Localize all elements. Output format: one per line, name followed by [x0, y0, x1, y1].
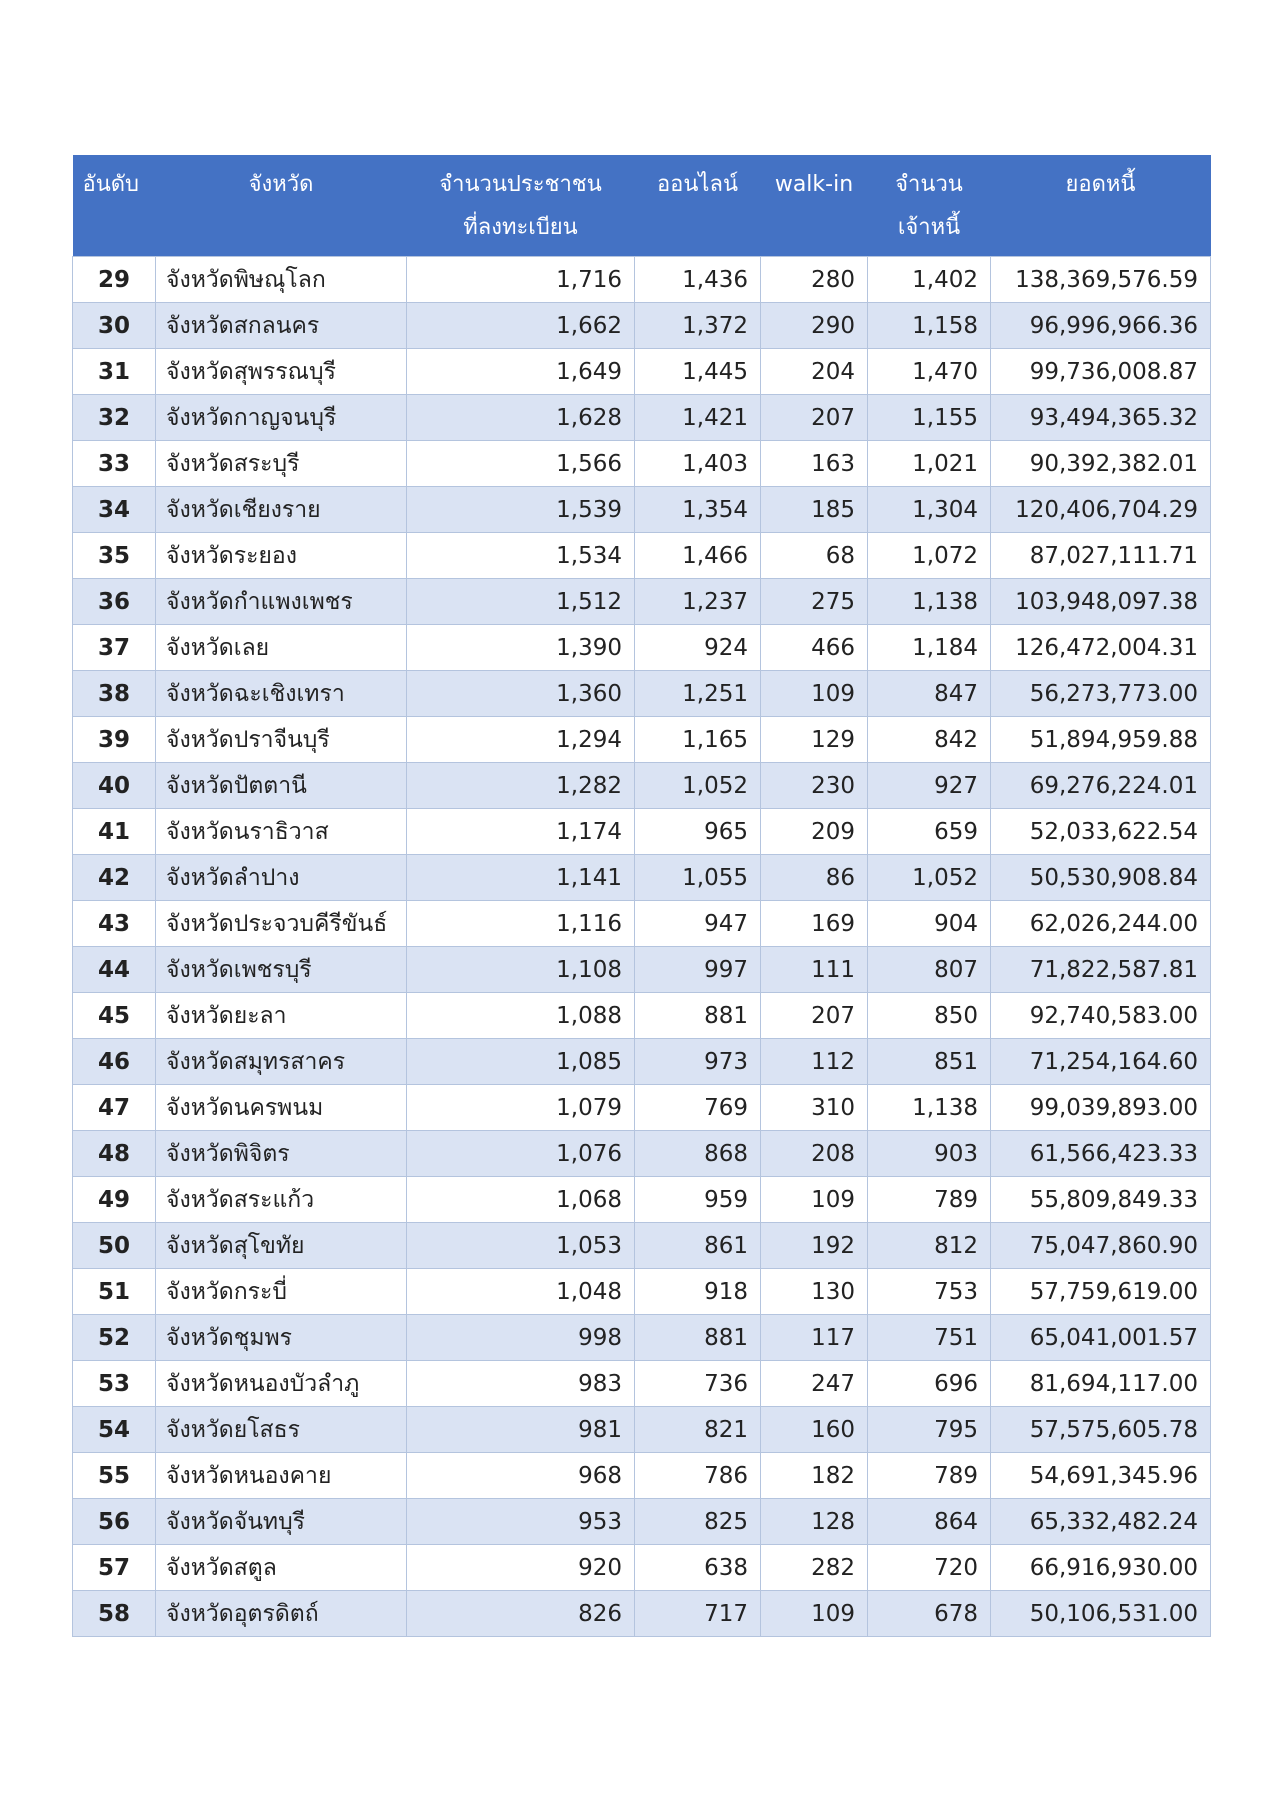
table-row [73, 1131, 1211, 1177]
table-row [73, 1039, 1211, 1085]
table-row [73, 1453, 1211, 1499]
cell-walkin: 128 [761, 1499, 868, 1545]
cell-rank: 31 [73, 349, 156, 395]
cell-creditors: 751 [868, 1315, 991, 1361]
cell-walkin: 247 [761, 1361, 868, 1407]
cell-online: 786 [635, 1453, 761, 1499]
cell-online: 965 [635, 809, 761, 855]
cell-creditors: 864 [868, 1499, 991, 1545]
cell-registered: 1,108 [407, 947, 635, 993]
cell-creditors: 789 [868, 1453, 991, 1499]
cell-creditors: 851 [868, 1039, 991, 1085]
cell-debt: 120,406,704.29 [991, 487, 1211, 533]
table-row [73, 1085, 1211, 1131]
table-row [73, 1545, 1211, 1591]
cell-debt: 99,039,893.00 [991, 1085, 1211, 1131]
cell-online: 868 [635, 1131, 761, 1177]
cell-online: 1,372 [635, 303, 761, 349]
cell-province: จังหวัดชุมพร [156, 1315, 407, 1361]
cell-creditors: 753 [868, 1269, 991, 1315]
cell-walkin: 129 [761, 717, 868, 763]
cell-province: จังหวัดปัตตานี [156, 763, 407, 809]
cell-rank: 48 [73, 1131, 156, 1177]
cell-registered: 1,294 [407, 717, 635, 763]
cell-online: 1,165 [635, 717, 761, 763]
table-row [73, 1361, 1211, 1407]
cell-province: จังหวัดหนองบัวลำภู [156, 1361, 407, 1407]
cell-registered: 1,116 [407, 901, 635, 947]
cell-creditors: 927 [868, 763, 991, 809]
cell-walkin: 117 [761, 1315, 868, 1361]
cell-rank: 36 [73, 579, 156, 625]
cell-creditors: 795 [868, 1407, 991, 1453]
cell-rank: 49 [73, 1177, 156, 1223]
cell-rank: 38 [73, 671, 156, 717]
cell-online: 881 [635, 1315, 761, 1361]
cell-debt: 81,694,117.00 [991, 1361, 1211, 1407]
cell-creditors: 1,138 [868, 579, 991, 625]
cell-rank: 55 [73, 1453, 156, 1499]
cell-debt: 57,575,605.78 [991, 1407, 1211, 1453]
table-row [73, 625, 1211, 671]
cell-debt: 65,041,001.57 [991, 1315, 1211, 1361]
table-row [73, 855, 1211, 901]
cell-walkin: 208 [761, 1131, 868, 1177]
table-row [73, 1407, 1211, 1453]
cell-online: 973 [635, 1039, 761, 1085]
cell-online: 1,466 [635, 533, 761, 579]
cell-walkin: 192 [761, 1223, 868, 1269]
cell-walkin: 310 [761, 1085, 868, 1131]
cell-debt: 52,033,622.54 [991, 809, 1211, 855]
header-creditors [868, 155, 991, 257]
cell-province: จังหวัดเลย [156, 625, 407, 671]
table-row [73, 1315, 1211, 1361]
header-rank: อันดับ [73, 155, 156, 257]
cell-creditors: 1,402 [868, 257, 991, 303]
cell-creditors: 1,184 [868, 625, 991, 671]
cell-rank: 44 [73, 947, 156, 993]
cell-debt: 61,566,423.33 [991, 1131, 1211, 1177]
cell-province: จังหวัดพิจิตร [156, 1131, 407, 1177]
cell-walkin: 163 [761, 441, 868, 487]
cell-registered: 1,628 [407, 395, 635, 441]
cell-province: จังหวัดระยอง [156, 533, 407, 579]
cell-online: 947 [635, 901, 761, 947]
cell-debt: 69,276,224.01 [991, 763, 1211, 809]
cell-online: 736 [635, 1361, 761, 1407]
table-row [73, 993, 1211, 1039]
cell-debt: 126,472,004.31 [991, 625, 1211, 671]
cell-online: 1,237 [635, 579, 761, 625]
cell-walkin: 112 [761, 1039, 868, 1085]
cell-rank: 30 [73, 303, 156, 349]
cell-walkin: 230 [761, 763, 868, 809]
cell-creditors: 1,470 [868, 349, 991, 395]
cell-province: จังหวัดกระบี่ [156, 1269, 407, 1315]
table-row [73, 1177, 1211, 1223]
cell-online: 717 [635, 1591, 761, 1637]
table-row [73, 947, 1211, 993]
cell-walkin: 160 [761, 1407, 868, 1453]
cell-online: 861 [635, 1223, 761, 1269]
cell-creditors: 850 [868, 993, 991, 1039]
cell-online: 924 [635, 625, 761, 671]
cell-creditors: 1,072 [868, 533, 991, 579]
table-row [73, 303, 1211, 349]
cell-rank: 37 [73, 625, 156, 671]
cell-rank: 54 [73, 1407, 156, 1453]
cell-rank: 43 [73, 901, 156, 947]
header-registered [407, 155, 635, 257]
table-row [73, 671, 1211, 717]
cell-creditors: 903 [868, 1131, 991, 1177]
cell-debt: 50,530,908.84 [991, 855, 1211, 901]
cell-province: จังหวัดสุพรรณบุรี [156, 349, 407, 395]
cell-creditors: 1,052 [868, 855, 991, 901]
cell-debt: 96,996,966.36 [991, 303, 1211, 349]
table-row [73, 487, 1211, 533]
cell-online: 1,445 [635, 349, 761, 395]
cell-registered: 826 [407, 1591, 635, 1637]
cell-registered: 920 [407, 1545, 635, 1591]
cell-creditors: 1,158 [868, 303, 991, 349]
cell-rank: 51 [73, 1269, 156, 1315]
table-row [73, 349, 1211, 395]
debt-registration-table [72, 155, 1211, 1637]
header-province: จังหวัด [156, 155, 407, 257]
cell-debt: 138,369,576.59 [991, 257, 1211, 303]
cell-registered: 1,566 [407, 441, 635, 487]
cell-walkin: 169 [761, 901, 868, 947]
cell-province: จังหวัดลำปาง [156, 855, 407, 901]
cell-debt: 71,254,164.60 [991, 1039, 1211, 1085]
cell-debt: 62,026,244.00 [991, 901, 1211, 947]
cell-walkin: 280 [761, 257, 868, 303]
table-row [73, 1269, 1211, 1315]
cell-rank: 29 [73, 257, 156, 303]
cell-creditors: 678 [868, 1591, 991, 1637]
cell-debt: 51,894,959.88 [991, 717, 1211, 763]
cell-walkin: 182 [761, 1453, 868, 1499]
cell-province: จังหวัดประจวบคีรีขันธ์ [156, 901, 407, 947]
cell-registered: 983 [407, 1361, 635, 1407]
table-header [73, 155, 1211, 257]
cell-online: 825 [635, 1499, 761, 1545]
cell-rank: 53 [73, 1361, 156, 1407]
cell-debt: 50,106,531.00 [991, 1591, 1211, 1637]
table-row [73, 533, 1211, 579]
cell-province: จังหวัดเพชรบุรี [156, 947, 407, 993]
cell-debt: 66,916,930.00 [991, 1545, 1211, 1591]
cell-online: 1,421 [635, 395, 761, 441]
cell-online: 1,403 [635, 441, 761, 487]
cell-walkin: 109 [761, 1591, 868, 1637]
cell-province: จังหวัดจันทบุรี [156, 1499, 407, 1545]
cell-province: จังหวัดหนองคาย [156, 1453, 407, 1499]
cell-province: จังหวัดสระแก้ว [156, 1177, 407, 1223]
cell-online: 997 [635, 947, 761, 993]
cell-online: 1,251 [635, 671, 761, 717]
debt-registration-table-container [72, 155, 1210, 1637]
cell-walkin: 185 [761, 487, 868, 533]
cell-province: จังหวัดพิษณุโลก [156, 257, 407, 303]
cell-registered: 1,716 [407, 257, 635, 303]
cell-debt: 103,948,097.38 [991, 579, 1211, 625]
cell-online: 638 [635, 1545, 761, 1591]
cell-province: จังหวัดนครพนม [156, 1085, 407, 1131]
cell-walkin: 68 [761, 533, 868, 579]
cell-province: จังหวัดปราจีนบุรี [156, 717, 407, 763]
cell-debt: 87,027,111.71 [991, 533, 1211, 579]
cell-rank: 50 [73, 1223, 156, 1269]
cell-rank: 47 [73, 1085, 156, 1131]
cell-debt: 90,392,382.01 [991, 441, 1211, 487]
cell-province: จังหวัดสระบุรี [156, 441, 407, 487]
cell-rank: 39 [73, 717, 156, 763]
cell-walkin: 109 [761, 1177, 868, 1223]
cell-creditors: 1,155 [868, 395, 991, 441]
table-row [73, 395, 1211, 441]
cell-rank: 41 [73, 809, 156, 855]
cell-rank: 56 [73, 1499, 156, 1545]
header-row [73, 155, 1211, 257]
cell-creditors: 720 [868, 1545, 991, 1591]
cell-registered: 1,053 [407, 1223, 635, 1269]
cell-debt: 75,047,860.90 [991, 1223, 1211, 1269]
cell-registered: 1,141 [407, 855, 635, 901]
table-row [73, 1591, 1211, 1637]
cell-debt: 93,494,365.32 [991, 395, 1211, 441]
cell-creditors: 1,021 [868, 441, 991, 487]
header-registered-line2: ที่ลงทะเบียน [463, 215, 578, 240]
cell-registered: 953 [407, 1499, 635, 1545]
cell-province: จังหวัดสมุทรสาคร [156, 1039, 407, 1085]
cell-rank: 58 [73, 1591, 156, 1637]
cell-registered: 1,649 [407, 349, 635, 395]
cell-walkin: 207 [761, 993, 868, 1039]
cell-registered: 1,539 [407, 487, 635, 533]
cell-walkin: 111 [761, 947, 868, 993]
cell-online: 1,436 [635, 257, 761, 303]
cell-registered: 981 [407, 1407, 635, 1453]
cell-rank: 40 [73, 763, 156, 809]
cell-creditors: 807 [868, 947, 991, 993]
cell-walkin: 204 [761, 349, 868, 395]
table-row [73, 257, 1211, 303]
cell-online: 769 [635, 1085, 761, 1131]
table-row [73, 717, 1211, 763]
cell-rank: 46 [73, 1039, 156, 1085]
header-creditors-line1: จำนวน [895, 172, 963, 197]
table-row [73, 901, 1211, 947]
cell-registered: 1,174 [407, 809, 635, 855]
cell-walkin: 209 [761, 809, 868, 855]
cell-rank: 34 [73, 487, 156, 533]
table-row [73, 809, 1211, 855]
cell-creditors: 696 [868, 1361, 991, 1407]
table-row [73, 1223, 1211, 1269]
cell-registered: 1,512 [407, 579, 635, 625]
cell-registered: 1,085 [407, 1039, 635, 1085]
cell-rank: 35 [73, 533, 156, 579]
cell-registered: 1,076 [407, 1131, 635, 1177]
header-online: ออนไลน์ [635, 155, 761, 257]
cell-registered: 1,662 [407, 303, 635, 349]
cell-registered: 1,282 [407, 763, 635, 809]
cell-online: 881 [635, 993, 761, 1039]
cell-creditors: 789 [868, 1177, 991, 1223]
cell-registered: 968 [407, 1453, 635, 1499]
cell-creditors: 812 [868, 1223, 991, 1269]
cell-province: จังหวัดยโสธร [156, 1407, 407, 1453]
cell-creditors: 1,304 [868, 487, 991, 533]
cell-registered: 1,079 [407, 1085, 635, 1131]
cell-walkin: 466 [761, 625, 868, 671]
table-row [73, 579, 1211, 625]
cell-walkin: 275 [761, 579, 868, 625]
cell-province: จังหวัดนราธิวาส [156, 809, 407, 855]
cell-province: จังหวัดสตูล [156, 1545, 407, 1591]
cell-province: จังหวัดยะลา [156, 993, 407, 1039]
cell-online: 821 [635, 1407, 761, 1453]
header-walkin: walk-in [761, 155, 868, 257]
cell-walkin: 109 [761, 671, 868, 717]
cell-online: 1,354 [635, 487, 761, 533]
cell-registered: 1,390 [407, 625, 635, 671]
cell-creditors: 904 [868, 901, 991, 947]
cell-debt: 56,273,773.00 [991, 671, 1211, 717]
cell-debt: 71,822,587.81 [991, 947, 1211, 993]
cell-rank: 32 [73, 395, 156, 441]
cell-registered: 1,534 [407, 533, 635, 579]
cell-registered: 998 [407, 1315, 635, 1361]
cell-registered: 1,068 [407, 1177, 635, 1223]
table-row [73, 1499, 1211, 1545]
cell-online: 1,055 [635, 855, 761, 901]
table-body [73, 257, 1211, 1637]
cell-walkin: 207 [761, 395, 868, 441]
cell-rank: 45 [73, 993, 156, 1039]
cell-province: จังหวัดฉะเชิงเทรา [156, 671, 407, 717]
cell-registered: 1,088 [407, 993, 635, 1039]
cell-creditors: 659 [868, 809, 991, 855]
cell-debt: 55,809,849.33 [991, 1177, 1211, 1223]
cell-province: จังหวัดสกลนคร [156, 303, 407, 349]
cell-debt: 99,736,008.87 [991, 349, 1211, 395]
cell-creditors: 842 [868, 717, 991, 763]
cell-registered: 1,048 [407, 1269, 635, 1315]
header-creditors-line2: เจ้าหนี้ [897, 215, 961, 240]
cell-debt: 54,691,345.96 [991, 1453, 1211, 1499]
cell-debt: 92,740,583.00 [991, 993, 1211, 1039]
cell-province: จังหวัดกาญจนบุรี [156, 395, 407, 441]
cell-walkin: 130 [761, 1269, 868, 1315]
cell-online: 1,052 [635, 763, 761, 809]
cell-creditors: 847 [868, 671, 991, 717]
cell-rank: 52 [73, 1315, 156, 1361]
cell-rank: 42 [73, 855, 156, 901]
cell-rank: 57 [73, 1545, 156, 1591]
cell-walkin: 290 [761, 303, 868, 349]
cell-debt: 57,759,619.00 [991, 1269, 1211, 1315]
cell-creditors: 1,138 [868, 1085, 991, 1131]
cell-walkin: 86 [761, 855, 868, 901]
cell-rank: 33 [73, 441, 156, 487]
table-row [73, 441, 1211, 487]
header-debt: ยอดหนี้ [991, 155, 1211, 257]
cell-province: จังหวัดอุตรดิตถ์ [156, 1591, 407, 1637]
cell-registered: 1,360 [407, 671, 635, 717]
cell-online: 959 [635, 1177, 761, 1223]
table-row [73, 763, 1211, 809]
header-registered-line1: จำนวนประชาชน [439, 172, 602, 197]
cell-debt: 65,332,482.24 [991, 1499, 1211, 1545]
cell-province: จังหวัดกำแพงเพชร [156, 579, 407, 625]
cell-province: จังหวัดเชียงราย [156, 487, 407, 533]
cell-province: จังหวัดสุโขทัย [156, 1223, 407, 1269]
cell-walkin: 282 [761, 1545, 868, 1591]
cell-online: 918 [635, 1269, 761, 1315]
